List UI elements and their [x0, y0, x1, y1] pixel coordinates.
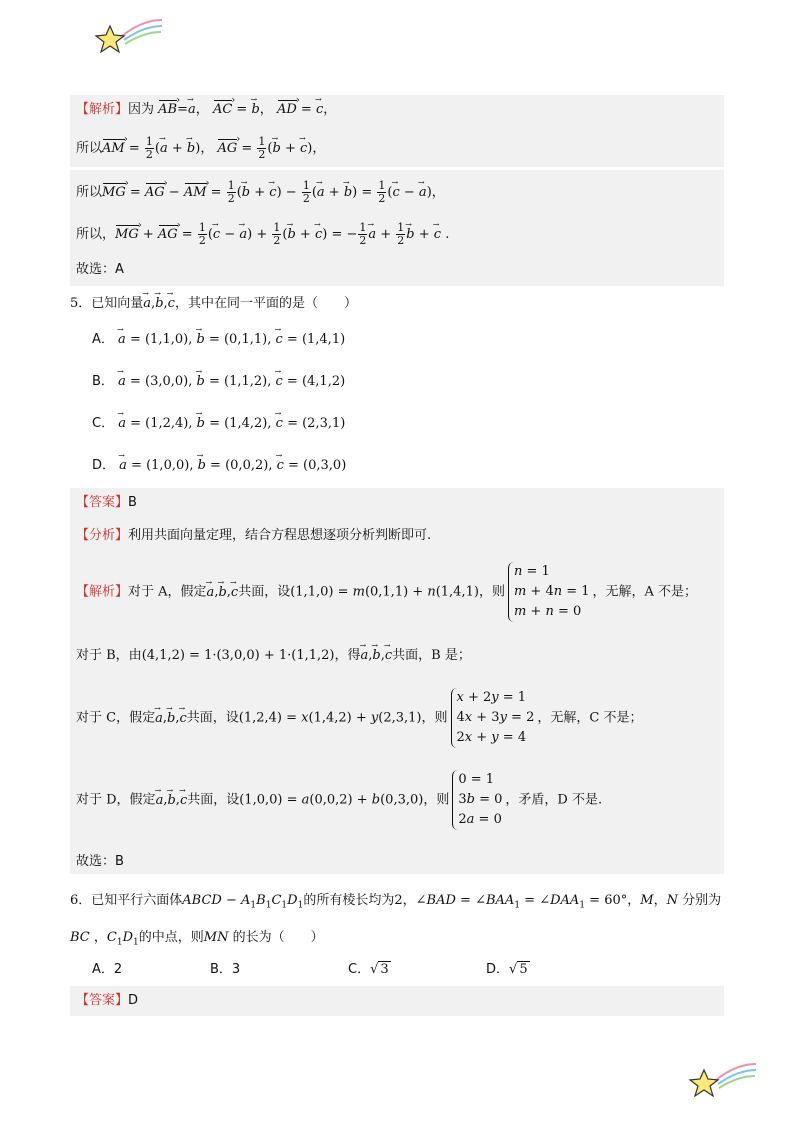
question-5-option-c[interactable]: C． a → = (1,2,4), b → = (1,4,2), c → = (2,3,1)	[92, 414, 345, 434]
question-6-option-b[interactable]: B．3	[210, 962, 241, 977]
question-6-stem: 6．已知平行六面体ABCD − $A_1B_1C_1D_1$的所有棱长均为2，∠BAD = $\angle BAA_1$ = $\angle DAA_1 = 60^\circ$，M，N 分别为	[70, 893, 722, 911]
question-5-option-d[interactable]: D． a → = (1,0,0), b → = (0,0,2), c → = (0,3,0)	[92, 456, 346, 476]
question-6-option-a[interactable]: A．2	[92, 962, 123, 977]
solution-line: 对于 B，由(4,1,2) = 1·(3,0,0) + 1·(1,1,2)，得a →,b →,c →共面，B 是；	[76, 646, 471, 666]
choice-line: 故选：A	[76, 262, 124, 277]
question-6-option-c[interactable]: C．√ 3	[348, 962, 389, 977]
solution-line: 【解析】因为 AB ›=a →， AC › = b →， AD › = c →，	[76, 100, 336, 120]
solution-line: 对于 C，假定a →,b →,c →共面，设(1,2,4) = x(1,4,2) + y(2,3,1)，则 x + 2y = 1 4x + 3y = 2 2x + y = 4 ，无解，C 不是；	[76, 688, 642, 748]
star-decoration-icon	[686, 1058, 758, 1102]
star-decoration-icon	[92, 14, 164, 58]
choice-line: 故选：B	[76, 854, 124, 869]
solution-line: 所以MG › = AG › − AM › = $\frac{1}{2}$ (b → + c →) − $\frac{1}{2}$ (a → + b →) = $\frac{1}{2}$ (c → − a →)，	[76, 180, 445, 205]
answer-block	[70, 986, 724, 1016]
analysis-line: 【分析】利用共面向量定理，结合方程思想逐项分析判断即可.	[76, 528, 432, 543]
solution-tag: 【解析】	[76, 102, 129, 117]
solution-line: 所以，MG › + AG › = $\frac{1}{2}$ (c → − a →) + $\frac{1}{2}$ (b → + c →) = − $\frac{1}{2}$ a → + $\frac{1}{2}$ b → + c → .	[76, 222, 449, 247]
question-5-stem: 5．已知向量a →,b →,c →，其中在同一平面的是（ ）	[70, 294, 357, 314]
question-6-stem: BC ，$C_1D_1$的中点，则MN 的长为（ ）	[70, 930, 324, 948]
answer-value: D	[128, 993, 139, 1008]
question-6-option-d[interactable]: D．√ 5	[486, 962, 528, 977]
question-5-option-a[interactable]: A． a → = (1,1,0), b → = (0,1,1), c → = (1,4,1)	[92, 330, 345, 350]
solution-line: 对于 D，假定a →,b →,c →共面，设(1,0,0) = a(0,0,2) + b(0,3,0)，则 0 = 1 3b = 0 2a = 0 ，矛盾，D 不是.	[76, 770, 602, 830]
solution-line: 所以AM › = $\frac{1}{2}$ (a → + b →)， AG › = $\frac{1}{2}$ (b → + c →)，	[76, 136, 325, 161]
answer-line: 【答案】D	[76, 993, 139, 1008]
solution-line: 【解析】对于 A，假定a →,b →,c →共面，设(1,1,0) = m(0,1,1) + n(1,4,1)，则 n = 1 m + 4n = 1 m + n = 0 ，无解，A 不是；	[76, 562, 697, 622]
answer-value: B	[128, 495, 137, 510]
question-5-option-b[interactable]: B． a → = (3,0,0), b → = (1,1,2), c → = (4,1,2)	[92, 372, 345, 392]
answer-line: 【答案】B	[76, 495, 137, 510]
